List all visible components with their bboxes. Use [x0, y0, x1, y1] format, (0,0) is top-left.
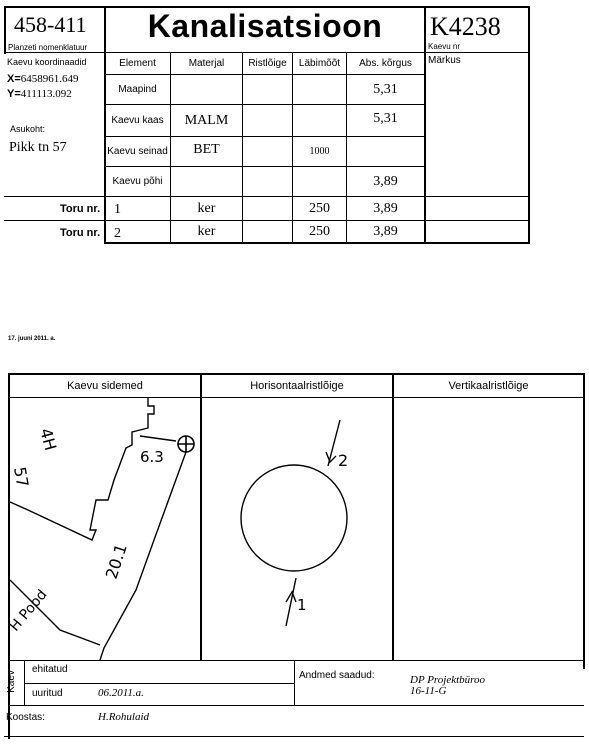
- coords-caption: Kaevu koordinaadid: [7, 57, 87, 67]
- pipe-height: 3,89: [373, 223, 398, 239]
- col-material: Materjal: [188, 58, 225, 69]
- col-height: Abs. kõrgus: [359, 58, 412, 69]
- y-value: 411113.092: [20, 88, 72, 100]
- surveyed-label: uuritud: [32, 688, 63, 699]
- pipe-1-label: 1: [297, 596, 307, 614]
- data-from-code: 16-11-G: [410, 685, 447, 697]
- manhole-icon: [178, 436, 194, 452]
- pipe-number: 1: [114, 202, 121, 217]
- footer-side-label: Kaev: [5, 670, 17, 693]
- row-element: Kaevu põhi: [112, 176, 163, 187]
- row-material: MALM: [184, 112, 229, 128]
- pipe-number: 2: [114, 226, 121, 241]
- site-sketch: [10, 398, 186, 660]
- x-label: X=: [7, 73, 21, 85]
- row-height: 3,89: [373, 173, 398, 189]
- surveyed-value: 06.2011.a.: [98, 687, 144, 699]
- sheet-number: 458-411: [14, 12, 87, 37]
- well-number: K4238: [430, 12, 501, 41]
- sketch-label-4h: 4H: [36, 426, 61, 453]
- data-from-value: DP Projektbüroo: [410, 674, 486, 686]
- panel-horizontal-title: Horisontaalristlõige: [250, 380, 344, 392]
- well-caption: Kaevu nr: [428, 42, 461, 51]
- col-section: Ristlõige: [248, 58, 287, 69]
- location-value: Pikk tn 57: [9, 140, 67, 155]
- built-label: ehitatud: [32, 664, 68, 675]
- sheet-caption: Planzeti nomenklatuur: [8, 43, 88, 52]
- col-element: Element: [119, 58, 156, 69]
- sketch-label-57: 57: [10, 465, 33, 489]
- date-note: 17. juuni 2011. a.: [8, 336, 56, 342]
- row-element: Maapind: [118, 84, 157, 95]
- well-cross-section: [241, 420, 347, 626]
- pipe-2-label: 2: [338, 451, 349, 470]
- compiled-value: H.Rohulaid: [98, 711, 150, 723]
- pipe-diameter: 250: [309, 200, 330, 216]
- data-from-label: Andmed saadud:: [299, 670, 375, 681]
- row-diameter: 1000: [309, 146, 330, 157]
- col-diameter: Läbimõõt: [298, 58, 341, 69]
- row-height: 5,31: [373, 81, 398, 97]
- pipe-label: Toru nr.: [60, 227, 101, 239]
- row-height: 5,31: [373, 111, 398, 126]
- pipe-material: ker: [197, 223, 216, 239]
- y-label: Y=: [7, 88, 21, 100]
- row-element: Kaevu kaas: [111, 115, 164, 126]
- sketch-label-distance: 6.3: [140, 448, 164, 466]
- pipe-material: ker: [197, 200, 216, 216]
- sketch-label-length: 20.1: [101, 541, 131, 582]
- col-remark: Märkus: [428, 55, 461, 66]
- location-caption: Asukoht:: [10, 124, 46, 134]
- x-value: 6458961.649: [20, 73, 79, 85]
- pipe-height: 3,89: [373, 200, 398, 216]
- sketch-label-shop: H Pood: [6, 586, 51, 635]
- page-title: Kanalisatsioon: [147, 8, 383, 44]
- pipe-diameter: 250: [309, 223, 330, 239]
- row-element: Kaevu seinad: [107, 146, 168, 157]
- compiled-label: Koostas:: [6, 712, 45, 723]
- pipe-label: Toru nr.: [60, 203, 101, 215]
- row-material: BET: [193, 141, 220, 157]
- panel-vertical-title: Vertikaalristlõige: [448, 380, 529, 392]
- panel-links-title: Kaevu sidemed: [67, 380, 143, 392]
